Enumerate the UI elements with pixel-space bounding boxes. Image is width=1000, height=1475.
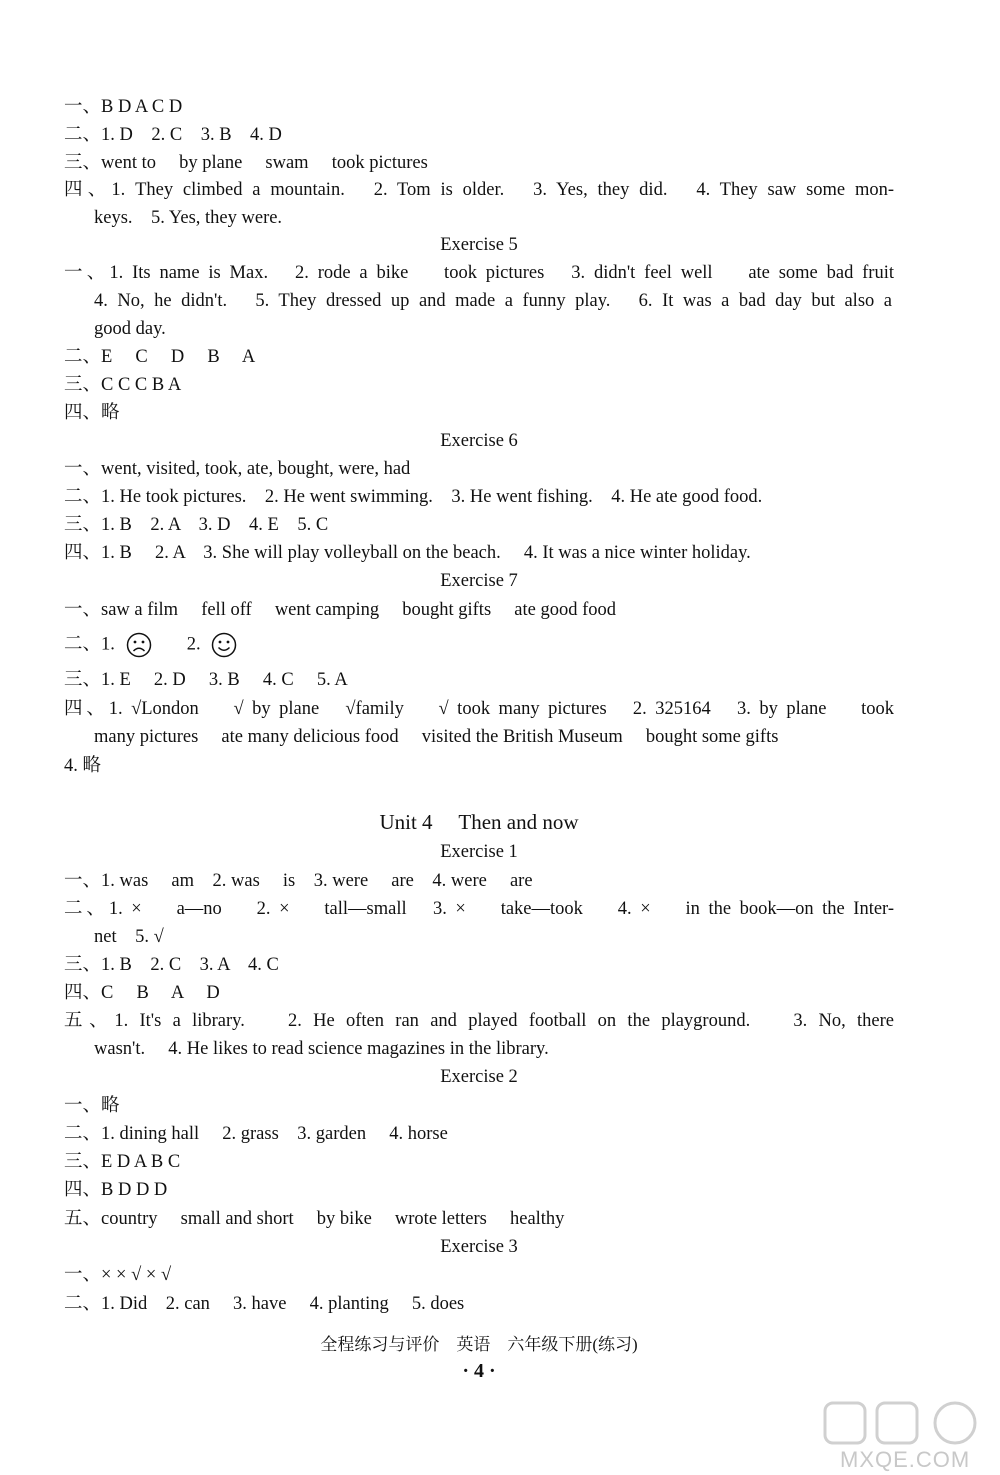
ex4-line2: 二、1. D 2. C 3. B 4. D (64, 125, 282, 145)
ex6-line2: 二、1. He took pictures. 2. He went swimming. 3. He went fishing. 4. He ate good food. (64, 487, 763, 507)
ex7-line1: 一、saw a film fell off went camping bought gifts ate good food (64, 600, 616, 620)
u4-ex1-line1: 一、1. was am 2. was is 3. were are 4. were are (64, 871, 533, 891)
ex5-line1b: 4. No, he didn't. 5. They dressed up and made a funny play. 6. It was a bad day but also a (94, 291, 892, 311)
ex5-line4: 四、略 (64, 403, 120, 423)
u4-ex1-line2b: net 5. √ (94, 927, 164, 947)
ex6-line3: 三、1. B 2. A 3. D 4. E 5. C (64, 515, 329, 535)
unit-4-title: Unit 4 Then and now (379, 810, 579, 834)
ex6-line4: 四、1. B 2. A 3. She will play volleyball on the beach. 4. It was a nice winter holiday. (64, 543, 751, 563)
ex6-line1: 一、went, visited, took, ate, bought, were, had (64, 459, 411, 479)
ex7-line3: 三、1. E 2. D 3. B 4. C 5. A (64, 670, 348, 690)
watermark-text: MXQE.COM (840, 1447, 971, 1472)
ex5-line1c: good day. (94, 319, 166, 339)
ex7-line4a: 四、1. √London √ by plane √family √ took many pictures 2. 325164 3. by plane took (64, 699, 894, 719)
ex4-line4a: 四、1. They climbed a mountain. 2. Tom is older. 3. Yes, they did. 4. They saw some mon- (64, 180, 894, 200)
ex5-line3: 三、C C C B A (64, 375, 182, 395)
u4-ex2-line4: 四、B D D D (64, 1180, 168, 1200)
ex7-line4b: many pictures ate many delicious food visited the British Museum bought some gifts (94, 727, 779, 747)
ex4-line3: 三、went to by plane swam took pictures (64, 153, 428, 173)
ex4-line1: 一、B D A C D (64, 97, 183, 117)
ex7-line2-mid: 2. (186, 634, 201, 655)
u4-exercise-1-title: Exercise 1 (440, 842, 518, 862)
ex4-line4b: keys. 5. Yes, they were. (94, 208, 283, 228)
exercise-7-title: Exercise 7 (440, 571, 518, 591)
u4-ex2-line2: 二、1. dining hall 2. grass 3. garden 4. horse (64, 1124, 448, 1144)
smile-face-icon (211, 632, 237, 658)
ex5-line1a: 一、1. Its name is Max. 2. rode a bike took pictures 3. didn't feel well ate some bad fruit (64, 263, 894, 283)
u4-ex1-line4: 四、C B A D (64, 983, 220, 1003)
u4-ex2-line3: 三、E D A B C (64, 1152, 181, 1172)
ex7-line2 (64, 632, 894, 658)
u4-ex1-line5b: wasn't. 4. He likes to read science magazines in the library. (94, 1039, 549, 1059)
u4-ex1-line2a: 二、1. × a—no 2. × tall—small 3. × take—took 4. × in the book—on the Inter- (64, 899, 894, 919)
sad-face-icon (126, 632, 152, 658)
ex7-line2-prefix: 二、1. (64, 634, 115, 655)
u4-ex3-line1: 一、× × √ × √ (64, 1265, 172, 1285)
u4-ex1-line5a: 五、1. It's a library. 2. He often ran and played football on the playground. 3. No, there (64, 1011, 894, 1031)
u4-exercise-3-title: Exercise 3 (440, 1237, 518, 1257)
exercise-5-title: Exercise 5 (440, 235, 518, 255)
page-footer: 全程练习与评价 英语 六年级下册(练习) (320, 1335, 638, 1354)
u4-ex3-line2: 二、1. Did 2. can 3. have 4. planting 5. does (64, 1294, 465, 1314)
ex5-line2: 二、E C D B A (64, 347, 256, 367)
u4-ex2-line5: 五、country small and short by bike wrote letters healthy (64, 1209, 565, 1229)
u4-ex2-line1: 一、略 (64, 1096, 120, 1116)
u4-exercise-2-title: Exercise 2 (440, 1067, 518, 1087)
ex7-line4c: 4. 略 (64, 756, 102, 776)
u4-ex1-line3: 三、1. B 2. C 3. A 4. C (64, 955, 279, 975)
exercise-6-title: Exercise 6 (440, 431, 518, 451)
page-number: · 4 · (462, 1360, 496, 1382)
